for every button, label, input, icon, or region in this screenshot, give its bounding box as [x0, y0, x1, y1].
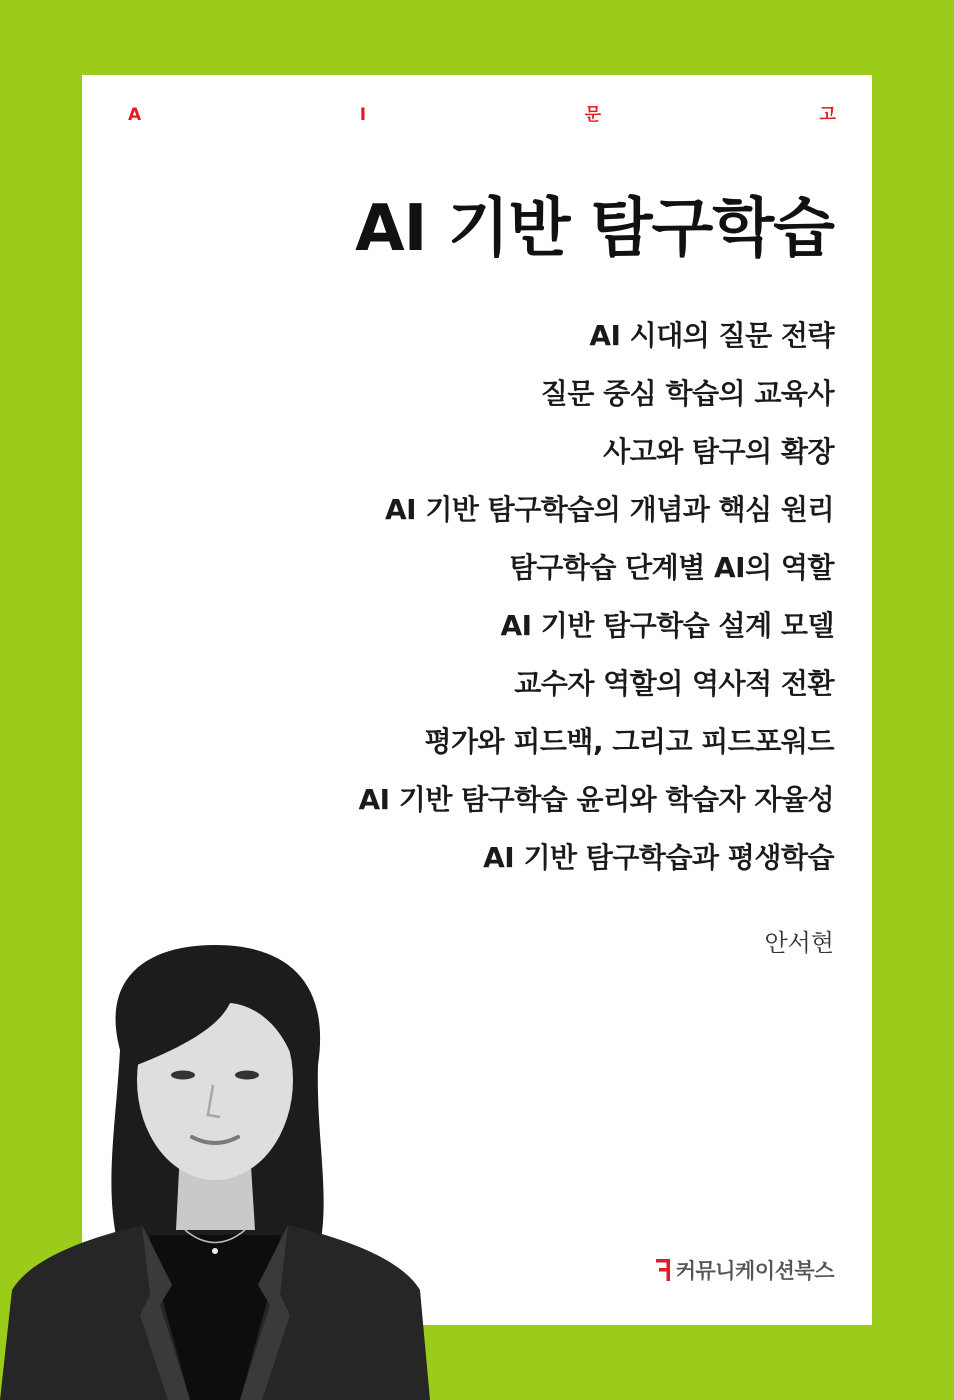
- toc-item: AI 기반 탐구학습과 평생학습: [483, 841, 834, 874]
- toc-item: AI 기반 탐구학습 윤리와 학습자 자율성: [358, 783, 834, 816]
- toc-item: 사고와 탐구의 확장: [603, 435, 834, 468]
- toc-item: 교수자 역할의 역사적 전환: [514, 667, 834, 700]
- toc-item: 평가와 피드백, 그리고 피드포워드: [424, 725, 834, 758]
- toc-item: 질문 중심 학습의 교육사: [540, 377, 834, 410]
- publisher: [656, 1255, 834, 1285]
- book-title: AI 기반 탐구학습: [355, 192, 834, 266]
- series-letter: I: [359, 105, 367, 125]
- series-letter: 고: [819, 105, 836, 125]
- toc-item: 탐구학습 단계별 AI의 역할: [509, 551, 834, 584]
- author-name: 안서현: [764, 929, 834, 957]
- series-label: [128, 105, 836, 125]
- toc-item: AI 시대의 질문 전략: [589, 319, 834, 352]
- series-letter: 문: [584, 105, 601, 125]
- publisher-logo-icon: [656, 1259, 670, 1281]
- series-letter: A: [128, 105, 142, 125]
- publisher-name: 커뮤니케이션북스: [675, 1259, 834, 1283]
- author-portrait: [0, 945, 430, 1400]
- table-of-contents: [358, 307, 834, 887]
- toc-item: AI 기반 탐구학습의 개념과 핵심 원리: [384, 493, 834, 526]
- toc-item: AI 기반 탐구학습 설계 모델: [500, 609, 834, 642]
